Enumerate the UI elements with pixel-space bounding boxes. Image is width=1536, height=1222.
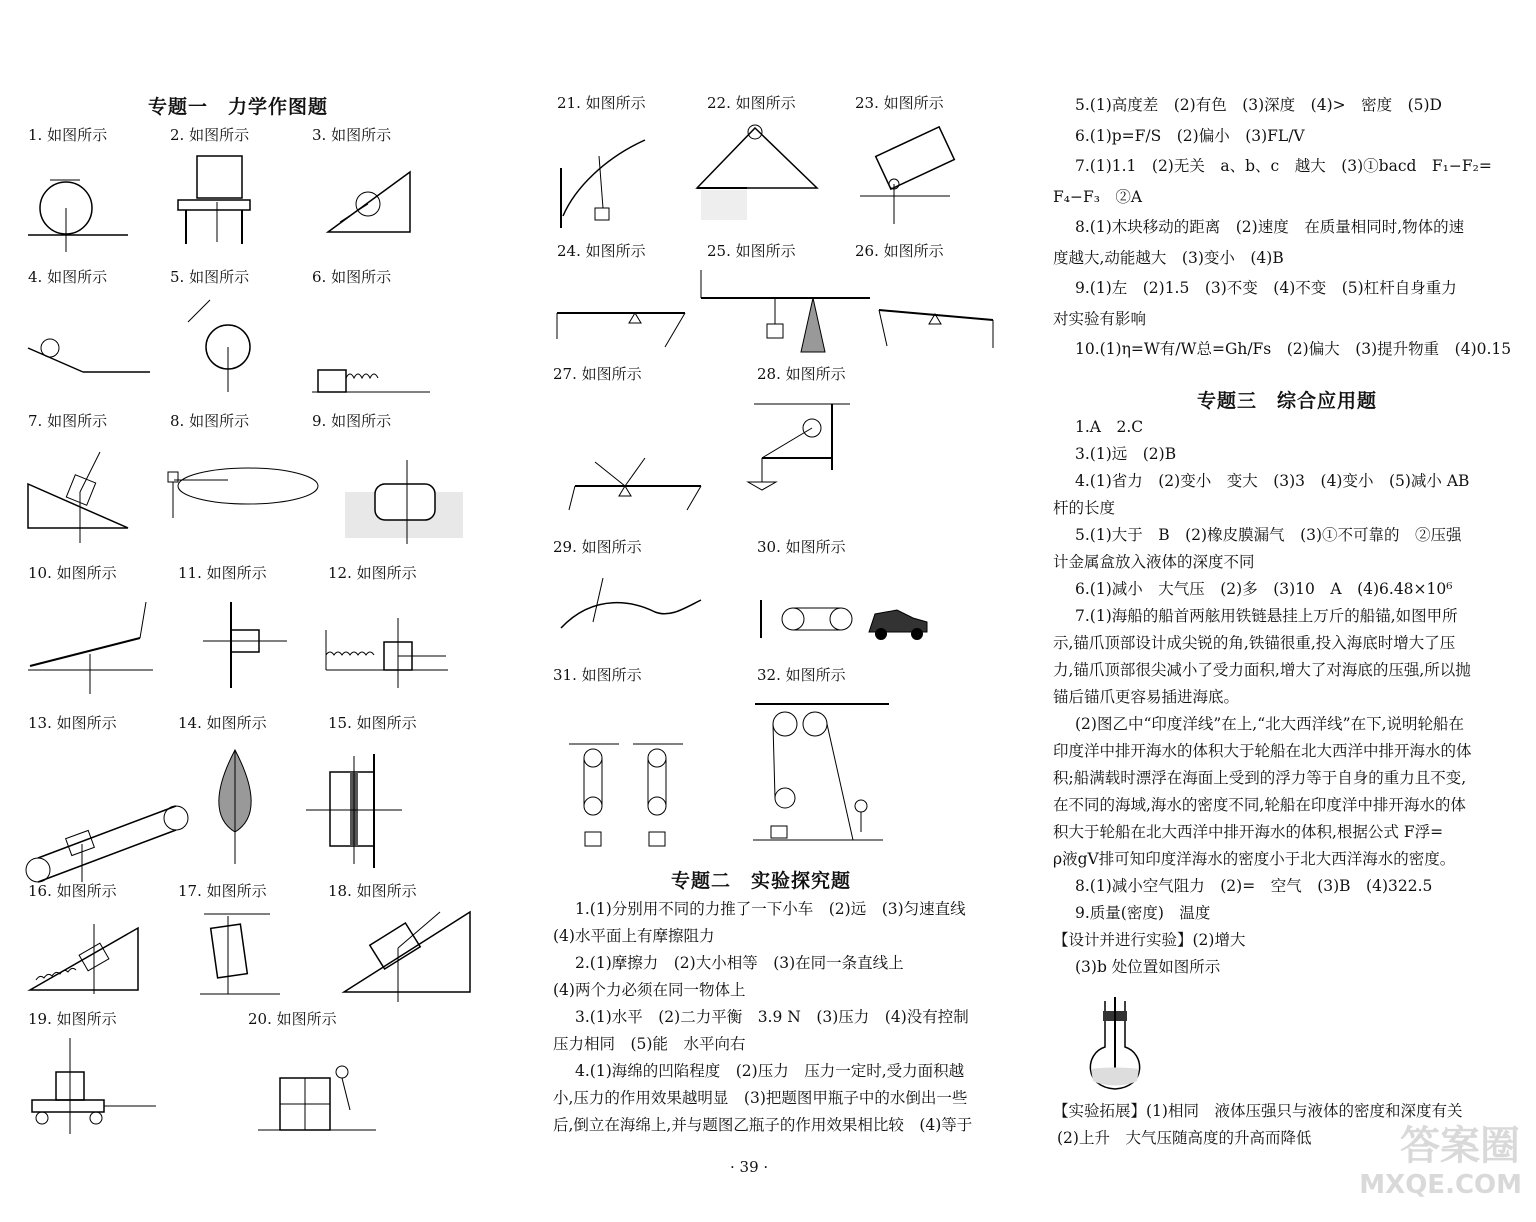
answer-line: 压力相同 (5)能 水平向右 [553, 1035, 746, 1053]
answer-label-30: 30. 如图所示 [757, 538, 846, 556]
answer-label-31: 31. 如图所示 [553, 666, 642, 684]
section-2-answers [553, 896, 972, 1139]
answer-line: 9.质量(密度) 温度 [1075, 904, 1211, 922]
figure-13 [26, 800, 186, 885]
answer-label-22: 22. 如图所示 [707, 94, 796, 112]
answer-line: 杆的长度 [1053, 499, 1116, 517]
column-1 [0, 0, 525, 1222]
answer-label-32: 32. 如图所示 [757, 666, 846, 684]
answer-line: 7.(1)1.1 (2)无关 a、b、c 越大 (3)①bacd F₁−F₂= [1075, 157, 1492, 175]
answer-line: 6.(1)p=F/S (2)偏小 (3)FL/V [1075, 126, 1305, 145]
answer-label-8: 8. 如图所示 [170, 412, 250, 430]
figure-17 [200, 910, 290, 1000]
figure-19 [26, 1034, 186, 1139]
figure-22 [687, 118, 827, 228]
answer-line: 5.(1)高度差 (2)有色 (3)深度 (4)> 密度 (5)D [1075, 96, 1442, 114]
section-2-answers-continued [1053, 90, 1512, 365]
answer-line: 后,倒立在海绵上,并与题图乙瓶子的作用效果相比较 (4)等于 [553, 1116, 973, 1134]
figure-26 [873, 290, 998, 360]
figure-20 [258, 1060, 378, 1150]
figure-11 [195, 600, 295, 690]
answer-label-5: 5. 如图所示 [170, 268, 250, 286]
answer-line: ρ液gV排可知印度洋海水的密度小于北大西洋海水的密度。 [1053, 850, 1456, 868]
answer-line: 力,锚爪顶部很尖减小了受力面积,增大了对海底的压强,所以抛 [1053, 661, 1471, 679]
answer-label-11: 11. 如图所示 [178, 564, 267, 582]
column-3 [1045, 0, 1536, 1222]
figure-32 [753, 700, 893, 860]
answer-line: (2)图乙中“印度洋线”在上,“北大西洋线”在下,说明轮船在 [1075, 715, 1465, 733]
answer-label-29: 29. 如图所示 [553, 538, 642, 556]
answer-label-10: 10. 如图所示 [28, 564, 117, 582]
answer-line: 3.(1)水平 (2)二力平衡 3.9 N (3)压力 (4)没有控制 [575, 1008, 969, 1026]
figure-23 [860, 120, 970, 225]
answer-label-17: 17. 如图所示 [178, 882, 267, 900]
answer-line: (4)两个力必须在同一物体上 [553, 981, 746, 999]
answer-line: (2)上升 大气压随高度的升高而降低 [1057, 1129, 1312, 1147]
figure-3 [318, 160, 418, 255]
figure-29 [555, 572, 705, 642]
answer-line: 度越大,动能越大 (3)变小 (4)B [1053, 248, 1284, 267]
figure-28 [740, 400, 860, 515]
figure-25 [695, 268, 875, 358]
figure-31 [563, 740, 703, 865]
answer-line: 1.A 2.C [1075, 418, 1144, 436]
answer-label-13: 13. 如图所示 [28, 714, 117, 732]
answer-line: 【设计并进行实验】(2)增大 [1053, 931, 1246, 949]
answer-line: 8.(1)木块移动的距离 (2)速度 在质量相同时,物体的速 [1075, 218, 1465, 236]
answer-line: 4.(1)省力 (2)变小 变大 (3)3 (4)变小 (5)减小 AB [1075, 472, 1470, 490]
answer-label-28: 28. 如图所示 [757, 365, 846, 383]
figure-7 [28, 448, 138, 548]
figure-16 [26, 918, 146, 998]
answer-line: 示,锚爪顶部设计成尖锐的角,铁锚很重,投入海底时增大了压 [1053, 634, 1456, 652]
answer-line: 4.(1)海绵的凹陷程度 (2)压力 压力一定时,受力面积越 [575, 1062, 965, 1080]
answer-label-16: 16. 如图所示 [28, 882, 117, 900]
figure-2 [172, 152, 262, 252]
figure-9 [345, 458, 465, 548]
figure-14 [210, 748, 260, 868]
answer-label-9: 9. 如图所示 [312, 412, 392, 430]
answer-line: 10.(1)η=W有/W总=Gh/Fs (2)偏大 (3)提升物重 (4)0.15 [1075, 340, 1512, 358]
watermark-url: MXQE.COM [1359, 1170, 1522, 1200]
figure-27 [565, 448, 705, 518]
answer-label-26: 26. 如图所示 [855, 242, 944, 260]
answer-line: 7.(1)海船的船首两舷用铁链悬挂上万斤的船锚,如图甲所 [1075, 607, 1458, 625]
answer-line: 印度洋中排开海水的体积大于轮船在北大西洋中排开海水的体 [1053, 742, 1472, 760]
answer-label-24: 24. 如图所示 [557, 242, 646, 260]
answer-line: 积;船满载时漂浮在海面上受到的浮力等于自身的重力且不变, [1053, 769, 1467, 787]
answer-label-20: 20. 如图所示 [248, 1010, 337, 1028]
section-3-heading: 专题三 综合应用题 [1197, 390, 1378, 412]
answer-line: 3.(1)远 (2)B [1075, 445, 1177, 463]
watermark [1359, 1108, 1530, 1218]
section-3-answers [1053, 414, 1472, 981]
answer-label-15: 15. 如图所示 [328, 714, 417, 732]
figure-21 [555, 118, 655, 228]
answer-line: 对实验有影响 [1053, 309, 1147, 328]
answer-label-19: 19. 如图所示 [28, 1010, 117, 1028]
answer-line: 在不同的海域,海水的密度不同,轮船在印度洋中排开海水的体 [1053, 796, 1466, 814]
answer-label-2: 2. 如图所示 [170, 126, 250, 144]
answer-label-23: 23. 如图所示 [855, 94, 944, 112]
page-number: · 39 · [730, 1158, 769, 1176]
figure-4 [28, 330, 153, 400]
figure-5 [180, 292, 270, 402]
column-2 [525, 0, 1045, 1222]
answer-label-12: 12. 如图所示 [328, 564, 417, 582]
section-2-heading: 专题二 实验探究题 [671, 870, 852, 892]
answer-line: 1.(1)分别用不同的力推了一下小车 (2)远 (3)匀速直线 [575, 900, 966, 918]
answer-line: 小,压力的作用效果越明显 (3)把题图甲瓶子中的水倒出一些 [553, 1089, 968, 1107]
figure-18 [340, 906, 480, 1006]
figure-10 [28, 598, 153, 698]
answer-line: (3)b 处位置如图所示 [1075, 958, 1221, 976]
figure-flask [1075, 995, 1155, 1095]
answer-line: 9.(1)左 (2)1.5 (3)不变 (4)不变 (5)杠杆自身重力 [1075, 279, 1457, 297]
answer-line: 【实验拓展】(1)相同 液体压强只与液体的密度和深度有关 [1053, 1102, 1463, 1120]
answer-line: 计金属盒放入液体的深度不同 [1053, 553, 1255, 571]
answer-line: 2.(1)摩擦力 (2)大小相等 (3)在同一条直线上 [575, 954, 904, 972]
answer-label-14: 14. 如图所示 [178, 714, 267, 732]
answer-label-4: 4. 如图所示 [28, 268, 108, 286]
figure-12 [322, 610, 452, 690]
answer-label-27: 27. 如图所示 [553, 365, 642, 383]
answer-label-21: 21. 如图所示 [557, 94, 646, 112]
answer-line: (4)水平面上有摩擦阻力 [553, 927, 715, 945]
answer-label-6: 6. 如图所示 [312, 268, 392, 286]
answer-label-1: 1. 如图所示 [28, 126, 108, 144]
answer-line: 6.(1)减小 大气压 (2)多 (3)10 A (4)6.48×10⁶ [1075, 580, 1453, 598]
answer-label-18: 18. 如图所示 [328, 882, 417, 900]
section-1-heading: 专题一 力学作图题 [148, 96, 329, 118]
figure-30 [757, 594, 957, 644]
watermark-text: 答案圈 [1400, 1123, 1520, 1169]
answer-line: 5.(1)大于 B (2)橡皮膜漏气 (3)①不可靠的 ②压强 [1075, 526, 1462, 544]
figure-6 [312, 350, 430, 400]
answer-line: 积大于轮船在北大西洋中排开海水的体积,根据公式 F浮= [1053, 823, 1444, 841]
figure-1 [28, 160, 138, 255]
answer-line: 锚后锚爪更容易插进海底。 [1053, 688, 1240, 706]
figure-8 [168, 458, 318, 548]
figure-15 [302, 750, 402, 868]
answer-line: F₄−F₃ ②A [1053, 187, 1143, 206]
answer-line: 8.(1)减小空气阻力 (2)= 空气 (3)B (4)322.5 [1075, 877, 1433, 895]
figure-24 [553, 295, 693, 360]
answer-label-25: 25. 如图所示 [707, 242, 796, 260]
answer-label-7: 7. 如图所示 [28, 412, 108, 430]
answer-label-3: 3. 如图所示 [312, 126, 392, 144]
